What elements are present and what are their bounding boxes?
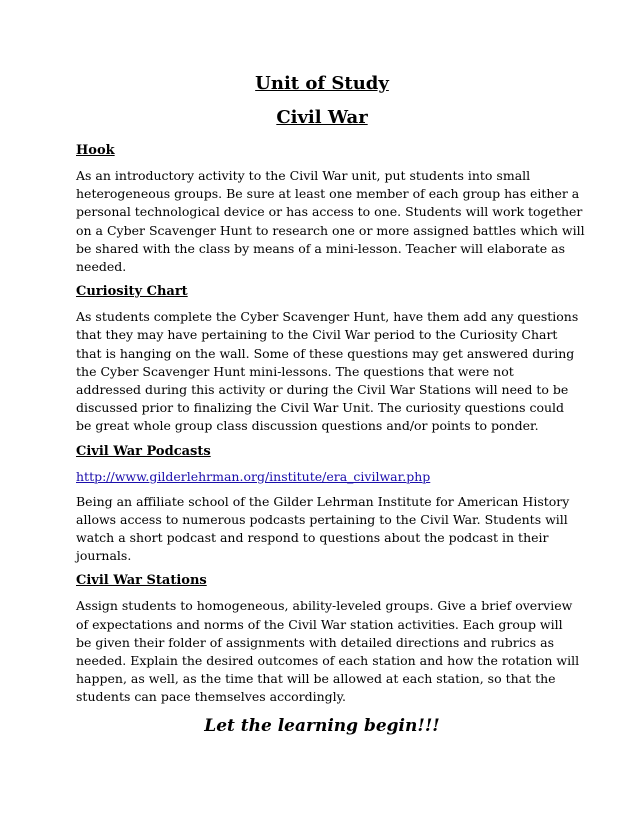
- paragraph-line: that they may have pertaining to the Civil War period to the Curiosity Chart: [76, 327, 558, 343]
- paragraph-line: on a Cyber Scavenger Hunt to research one or more assigned battles which will: [76, 222, 585, 238]
- paragraph-line: be great whole group class discussion questions and/or points to ponder.: [76, 418, 539, 434]
- paragraph-line: needed. Explain the desired outcomes of each station and how the rotation will: [76, 653, 580, 669]
- paragraph-line: Being an affiliate school of the Gilder Lehrman Institute for American History: [76, 493, 570, 509]
- document-subtitle: Civil War: [276, 107, 368, 128]
- section-body-civil-war-stations: [76, 597, 580, 706]
- section-heading-curiosity-chart: Curiosity Chart: [76, 284, 188, 300]
- paragraph-line: addressed during this activity or during the Civil War Stations will need to be: [76, 382, 569, 398]
- paragraph-line: personal technological device or has access to one. Students will work together: [76, 204, 583, 220]
- section-body-curiosity-chart: [76, 308, 579, 435]
- paragraph-line: that is hanging on the wall. Some of these questions may get answered during: [76, 345, 575, 361]
- paragraph-line: be given their folder of assignments with detailed directions and rubrics as: [76, 634, 555, 650]
- section-body-hook: [76, 167, 585, 276]
- paragraph-line: As an introductory activity to the Civil War unit, put students into small: [76, 168, 531, 183]
- paragraph-line: Assign students to homogeneous, ability-leveled groups. Give a brief overview: [76, 598, 573, 614]
- document-page: [76, 72, 585, 738]
- paragraph-line: the Cyber Scavenger Hunt mini-lessons. The questions that were not: [76, 363, 514, 379]
- paragraph-line: watch a short podcast and respond to questions about the podcast in their: [76, 530, 549, 546]
- paragraph-line: needed.: [76, 259, 127, 275]
- section-heading-civil-war-podcasts: Civil War Podcasts: [76, 443, 211, 459]
- paragraph-line: students can pace themselves accordingly.: [76, 689, 347, 705]
- paragraph-line: heterogeneous groups. Be sure at least one member of each group has either a: [76, 186, 580, 202]
- paragraph-line: of expectations and norms of the Civil War station activities. Each group will: [76, 616, 563, 632]
- paragraph-line: allows access to numerous podcasts pertaining to the Civil War. Students will: [76, 511, 568, 527]
- document-title: Unit of Study: [255, 73, 389, 94]
- paragraph-line: As students complete the Cyber Scavenger Hunt, have them add any questions: [76, 309, 579, 325]
- podcast-link[interactable]: http://www.gilderlehrman.org/institute/era_civilwar.php: [76, 468, 431, 484]
- section-body-civil-war-podcasts: [76, 493, 568, 566]
- closing-line: Let the learning begin!!!: [204, 715, 440, 736]
- paragraph-line: be shared with the class by means of a mini-lesson. Teacher will elaborate as: [76, 240, 566, 256]
- paragraph-line: journals.: [76, 548, 132, 564]
- paragraph-line: discussed prior to finalizing the Civil War Unit. The curiosity questions could: [76, 400, 565, 416]
- paragraph-line: happen, as well, as the time that will be allowed at each station, so that the: [76, 671, 556, 687]
- section-heading-civil-war-stations: Civil War Stations: [76, 573, 207, 589]
- section-heading-hook: Hook: [76, 143, 115, 158]
